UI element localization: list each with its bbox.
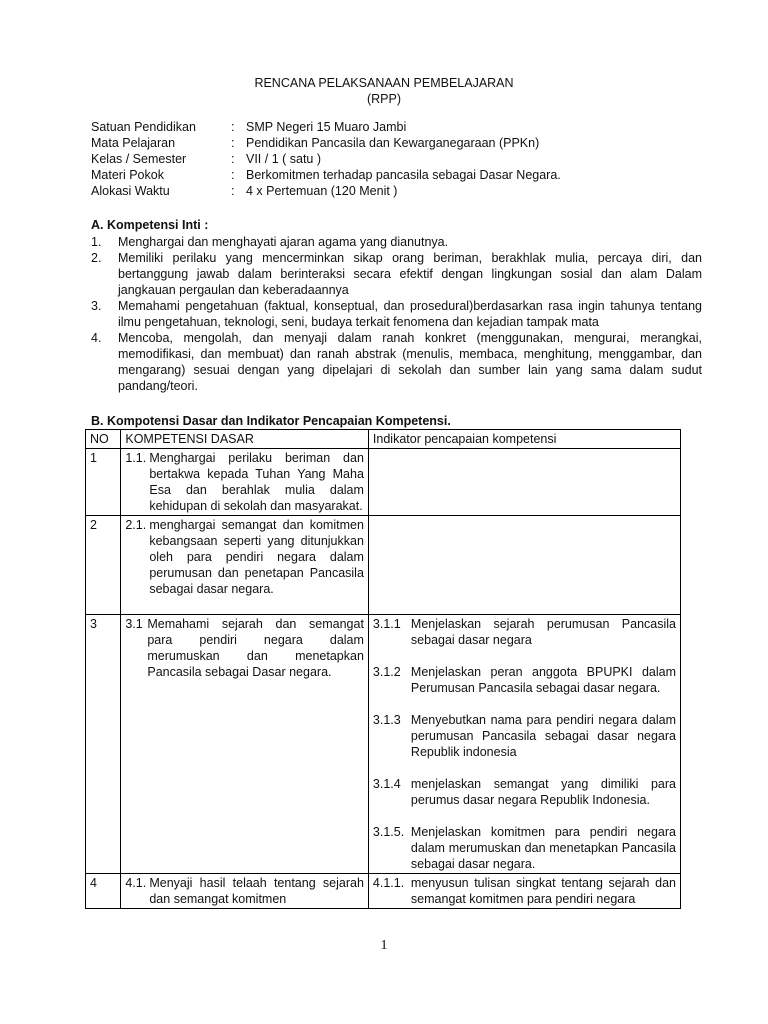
page-number: 1 (380, 938, 388, 953)
identity-block (91, 119, 561, 199)
kd-cell (121, 516, 369, 615)
row-number: 4 (86, 874, 121, 909)
kd-number: 2.1. (125, 518, 147, 532)
row-number: 1 (86, 449, 121, 516)
indicator-text: menyusun tulisan singkat tentang sejarah dan semangat komitmen para pendiri negara (410, 876, 676, 906)
list-item (91, 250, 702, 298)
document-title: RENCANA PELAKSANAAN PEMBELAJARAN (254, 76, 514, 90)
indicator-number: 3.1.4 (372, 777, 401, 791)
table-row (86, 516, 681, 615)
indicator-item (373, 712, 676, 760)
identity-separator: : (231, 184, 235, 198)
indicator-item (373, 616, 676, 648)
kd-number: 3.1 (125, 617, 143, 631)
table-row (86, 449, 681, 516)
table-row (86, 615, 681, 874)
identity-label: Mata Pelajaran (91, 136, 176, 150)
kd-cell (121, 874, 369, 909)
identity-label: Kelas / Semester (91, 152, 187, 166)
table-row (86, 874, 681, 909)
indicator-cell (368, 874, 680, 909)
identity-row (91, 167, 561, 183)
identity-separator: : (231, 168, 235, 182)
kd-text: Menyaji hasil telaah tentang sejarah dan semangat komitmen (149, 876, 364, 906)
table-header-row (86, 430, 681, 449)
list-item-text: Menghargai dan menghayati ajaran agama yang dianutnya. (118, 235, 449, 249)
indicator-cell (368, 615, 680, 874)
indicator-item (373, 875, 676, 907)
column-header-no: NO (86, 430, 121, 449)
list-item-text: Memiliki perilaku yang mencerminkan sikap orang beriman, berakhlak mulia, percaya diri, dan bertanggung jawab dalam berinteraksi secara efektif dengan lingkungan sosial dan alam Dalam jangkauan pergaulan dan keberadaannya (118, 251, 702, 297)
list-item (91, 330, 702, 394)
indicator-number: 4.1.1. (372, 876, 405, 890)
identity-separator: : (231, 152, 235, 166)
list-item (91, 298, 702, 330)
list-item-number: 4. (91, 331, 102, 345)
kd-text: menghargai semangat dan komitmen kebangsaan seperti yang ditunjukkan oleh para pendiri negara dalam perumusan dan penetapan Pancasila sebagai dasar negara. (149, 518, 364, 596)
indicator-number: 3.1.5. (372, 825, 405, 839)
indicator-item (373, 664, 676, 696)
identity-value: Pendidikan Pancasila dan Kewarganegaraan (PPKn) (246, 136, 540, 150)
row-number: 2 (86, 516, 121, 615)
kd-text: Memahami sejarah dan semangat para pendiri negara dalam merumuskan dan menetapkan Pancasila sebagai Dasar negara. (147, 617, 364, 679)
indicator-text: Menyebutkan nama para pendiri negara dalam perumusan Pancasila sebagai dasar negara Republik indonesia (410, 713, 676, 759)
indicator-number: 3.1.2 (372, 665, 401, 679)
list-item (91, 234, 702, 250)
list-item-number: 1. (91, 235, 102, 249)
identity-label: Materi Pokok (91, 168, 164, 182)
identity-value: SMP Negeri 15 Muaro Jambi (246, 120, 407, 134)
kd-number: 1.1. (125, 451, 147, 465)
kd-cell (121, 615, 369, 874)
indicator-cell (368, 516, 680, 615)
column-header-kd: KOMPETENSI DASAR (121, 430, 369, 449)
kd-text: Menghargai perilaku beriman dan bertakwa kepada Tuhan Yang Maha Esa dan berahlak mulia dalam kehidupan di sekolah dan masyarakat. (149, 451, 364, 513)
kompetensi-dasar-table (85, 429, 681, 909)
identity-row (91, 183, 561, 199)
identity-separator: : (231, 120, 235, 134)
row-number: 3 (86, 615, 121, 874)
identity-label: Satuan Pendidikan (91, 120, 196, 134)
indicator-item (373, 824, 676, 872)
list-item-text: Memahami pengetahuan (faktual, konseptual, dan prosedural)berdasarkan rasa ingin tahunya tentang ilmu pengetahuan, teknologi, seni, budaya terkait fenomena dan kejadian tampak mata (118, 299, 702, 329)
column-header-indicator: Indikator pencapaian kompetensi (368, 430, 680, 449)
indicator-item (373, 776, 676, 808)
kd-number: 4.1. (125, 876, 147, 890)
identity-separator: : (231, 136, 235, 150)
indicator-number: 3.1.3 (372, 713, 401, 727)
indicator-cell (368, 449, 680, 516)
identity-value: 4 x Pertemuan (120 Menit ) (246, 184, 398, 198)
identity-label: Alokasi Waktu (91, 184, 170, 198)
indicator-number: 3.1.1 (372, 617, 401, 631)
identity-value: Berkomitmen terhadap pancasila sebagai Dasar Negara. (246, 168, 561, 182)
kompetensi-inti-heading: A. Kompetensi Inti : (91, 218, 209, 232)
document-subtitle: (RPP) (366, 92, 402, 106)
kompetensi-inti-list (91, 234, 702, 394)
indicator-text: Menjelaskan peran anggota BPUPKI dalam Perumusan Pancasila sebagai dasar negara. (410, 665, 676, 695)
indicator-text: menjelaskan semangat yang dimiliki para perumus dasar negara Republik Indonesia. (410, 777, 676, 807)
indicator-text: Menjelaskan komitmen para pendiri negara dalam merumuskan dan menetapkan Pancasila sebagai dasar negara. (410, 825, 676, 871)
list-item-number: 3. (91, 299, 102, 313)
identity-row (91, 119, 561, 135)
list-item-number: 2. (91, 251, 102, 265)
identity-row (91, 135, 561, 151)
identity-row (91, 151, 561, 167)
identity-value: VII / 1 ( satu ) (246, 152, 322, 166)
indicator-text: Menjelaskan sejarah perumusan Pancasila sebagai dasar negara (410, 617, 676, 647)
kompetensi-dasar-heading: B. Kompotensi Dasar dan Indikator Pencapaian Kompetensi. (91, 414, 451, 428)
kd-cell (121, 449, 369, 516)
list-item-text: Mencoba, mengolah, dan menyaji dalam ranah konkret (menggunakan, mengurai, merangkai, memodifikasi, dan membuat) dan ranah abstrak (menulis, membaca, menghitung, menggambar, dan mengarang) sesuai dengan yang dipelajari di sekolah dan sumber lain yang sama dalam sudut pandang/teori. (118, 331, 702, 393)
